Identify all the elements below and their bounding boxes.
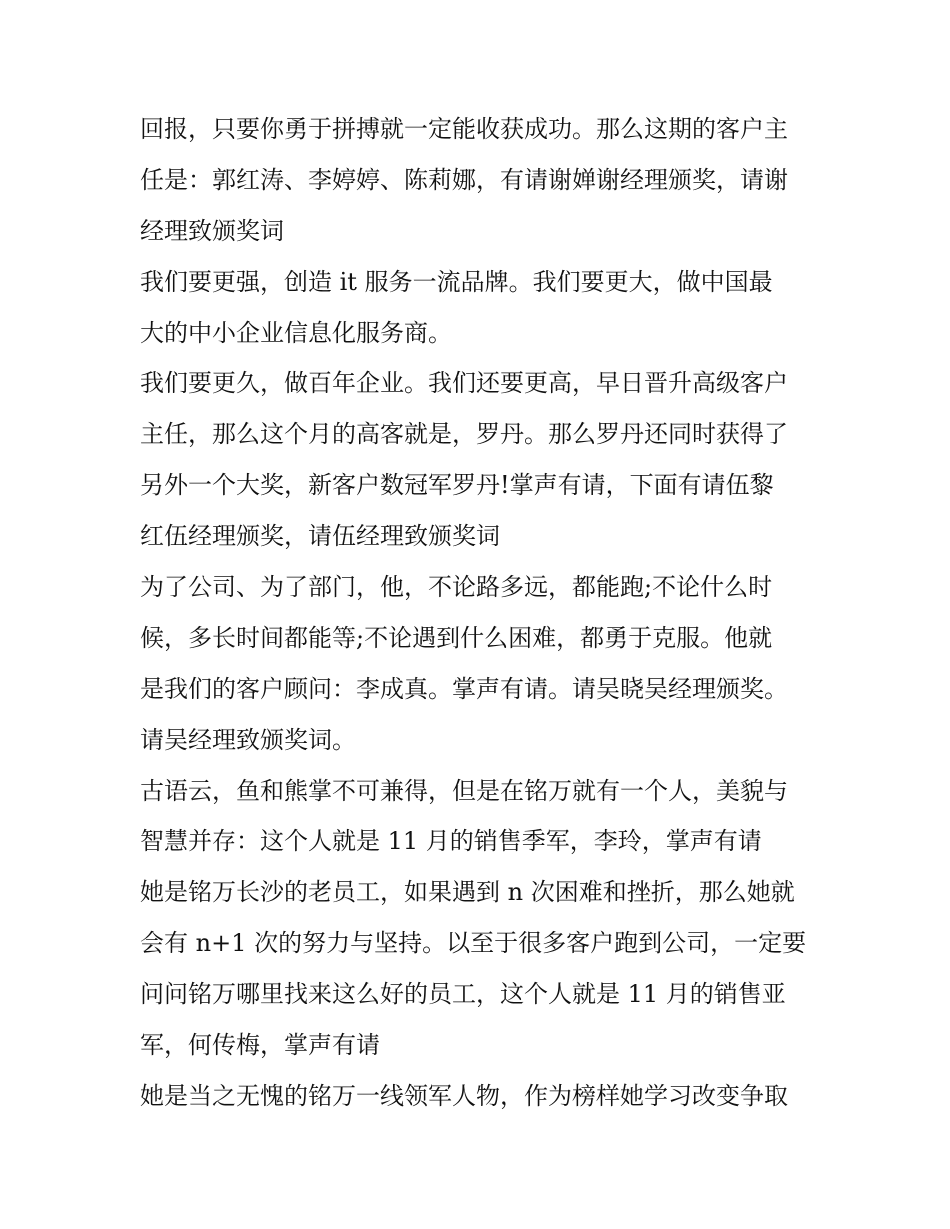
text-line: 她是铭万长沙的老员工，如果遇到 n 次困难和挫折，那么她就: [140, 878, 795, 907]
document-body: [140, 104, 820, 1122]
text-line: 古语云，鱼和熊掌不可兼得，但是在铭万就有一个人，美貌与: [140, 776, 788, 805]
text-line: 候，多长时间都能等;不论遇到什么困难，都勇于克服。他就: [140, 623, 773, 652]
text-line: 军，何传梅，掌声有请: [140, 1031, 380, 1060]
text-line: 任是：郭红涛、李婷婷、陈莉娜，有请谢婵谢经理颁奖，请谢: [140, 165, 788, 194]
text-line: 主任，那么这个月的高客就是，罗丹。那么罗丹还同时获得了: [140, 420, 788, 449]
text-line: 智慧并存：这个人就是 11 月的销售季军，李玲，掌声有请: [140, 827, 762, 856]
text-line: 大的中小企业信息化服务商。: [140, 318, 452, 347]
text-line: 问问铭万哪里找来这么好的员工，这个人就是 11 月的销售亚: [140, 980, 786, 1009]
text-line: 为了公司、为了部门，他，不论路多远，都能跑;不论什么时: [140, 573, 773, 602]
text-line: 请吴经理致颁奖词。: [140, 725, 356, 754]
text-line: 会有 n+1 次的努力与坚持。以至于很多客户跑到公司，一定要: [140, 929, 807, 958]
text-line: 她是当之无愧的铭万一线领军人物，作为榜样她学习改变争取: [140, 1081, 788, 1110]
text-line: 回报，只要你勇于拼搏就一定能收获成功。那么这期的客户主: [140, 115, 788, 143]
text-line: 我们要更强，创造 it 服务一流品牌。我们要更大，做中国最: [140, 267, 773, 296]
text-line: 我们要更久，做百年企业。我们还要更高，早日晋升高级客户: [140, 369, 788, 398]
text-line: 红伍经理颁奖，请伍经理致颁奖词: [140, 522, 500, 551]
text-line: 另外一个大奖，新客户数冠军罗丹!掌声有请，下面有请伍黎: [140, 471, 774, 500]
text-line: 经理致颁奖词: [140, 216, 284, 245]
text-line: 是我们的客户顾问：李成真。掌声有请。请吴晓吴经理颁奖。: [140, 674, 788, 703]
